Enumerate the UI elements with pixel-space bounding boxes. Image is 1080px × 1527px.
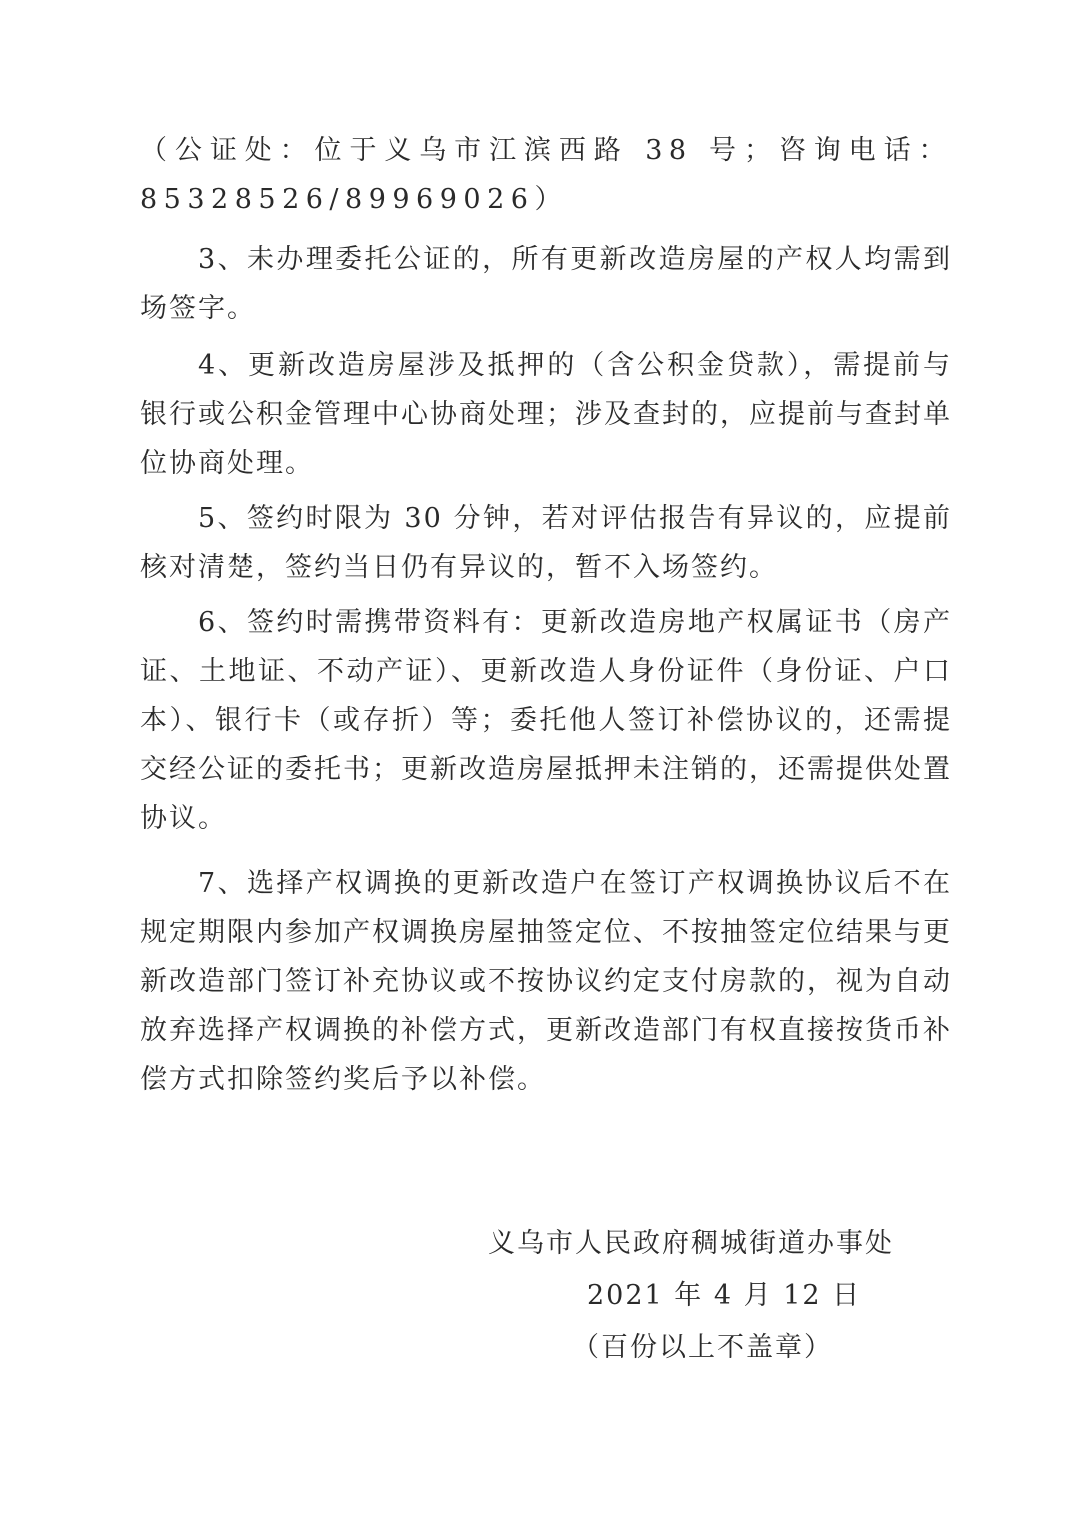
notary-office-info: （公证处：位于义乌市江滨西路 38 号；咨询电话：85328526/89969026） xyxy=(140,135,952,215)
signature-block xyxy=(440,1218,940,1374)
notice-body xyxy=(140,126,952,1104)
seal-note: （百份以上不盖章） xyxy=(572,1332,833,1363)
issuing-organization: 义乌市人民政府稠城街道办事处 xyxy=(488,1228,894,1259)
item-3-paragraph: 3、未办理委托公证的，所有更新改造房屋的产权人均需到场签字。 xyxy=(140,244,952,324)
issue-date: 2021 年 4 月 12 日 xyxy=(587,1280,862,1311)
item-4-paragraph: 4、更新改造房屋涉及抵押的（含公积金贷款），需提前与银行或公积金管理中心协商处理；涉及查封的，应提前与查封单位协商处理。 xyxy=(140,350,952,479)
item-5-paragraph: 5、签约时限为 30 分钟，若对评估报告有异议的，应提前核对清楚，签约当日仍有异议的，暂不入场签约。 xyxy=(140,503,952,583)
item-7-paragraph: 7、选择产权调换的更新改造户在签订产权调换协议后不在规定期限内参加产权调换房屋抽签定位、不按抽签定位结果与更新改造部门签订补充协议或不按协议约定支付房款的，视为自动放弃选择产权调换的补偿方式，更新改造部门有权直接按货币补偿方式扣除签约奖后予以补偿。 xyxy=(140,868,952,1095)
item-6-paragraph: 6、签约时需携带资料有：更新改造房地产权属证书（房产证、土地证、不动产证）、更新改造人身份证件（身份证、户口本）、银行卡（或存折）等；委托他人签订补偿协议的，还需提交经公证的委托书；更新改造房屋抵押未注销的，还需提供处置协议。 xyxy=(140,607,952,834)
